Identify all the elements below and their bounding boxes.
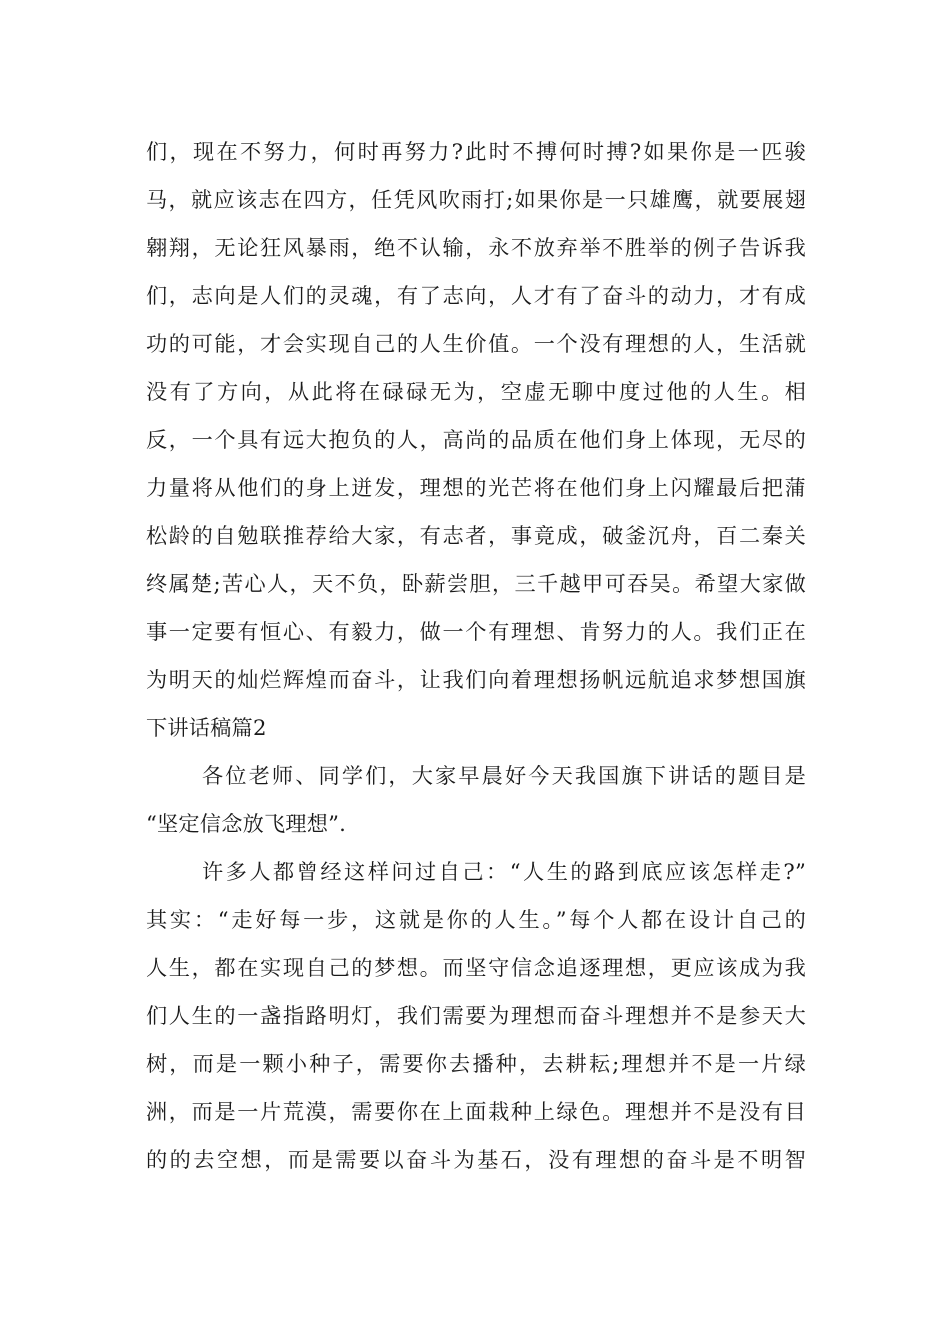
text-line: 树，而是一颗小种子，需要你去播种，去耕耘;理想并不是一片绿 xyxy=(146,1051,806,1076)
text-line: 功的可能，才会实现自己的人生价值。一个没有理想的人，生活就 xyxy=(146,331,806,356)
text-line: 马，就应该志在四方，任凭风吹雨打;如果你是一只雄鹰，就要展翅 xyxy=(146,187,806,212)
text-line: 翱翔，无论狂风暴雨，绝不认输，永不放弃举不胜举的例子告诉我 xyxy=(146,235,806,260)
text-line: 事一定要有恒心、有毅力，做一个有理想、肯努力的人。我们正在 xyxy=(146,619,806,644)
text-line: “坚定信念放飞理想”. xyxy=(146,811,347,836)
text-line: 终属楚;苦心人，天不负，卧薪尝胆，三千越甲可吞吴。希望大家做 xyxy=(146,571,806,596)
text-line: 下讲话稿篇2 xyxy=(146,715,267,740)
text-line: 们，志向是人们的灵魂，有了志向，人才有了奋斗的动力，才有成 xyxy=(146,283,806,308)
text-line: 洲，而是一片荒漠，需要你在上面栽种上绿色。理想并不是没有目 xyxy=(146,1099,806,1124)
text-line: 力量将从他们的身上迸发，理想的光芒将在他们身上闪耀最后把蒲 xyxy=(146,475,806,500)
text-line: 们人生的一盏指路明灯，我们需要为理想而奋斗理想并不是参天大 xyxy=(146,1003,806,1028)
text-line: 的的去空想，而是需要以奋斗为基石，没有理想的奋斗是不明智 xyxy=(146,1147,806,1172)
text-line: 没有了方向，从此将在碌碌无为，空虚无聊中度过他的人生。相 xyxy=(146,379,806,404)
text-line: 们，现在不努力，何时再努力?此时不搏何时搏?如果你是一匹骏 xyxy=(146,139,806,164)
text-line: 松龄的自勉联推荐给大家，有志者，事竟成，破釜沉舟，百二秦关 xyxy=(146,523,806,548)
text-line: 反，一个具有远大抱负的人，高尚的品质在他们身上体现，无尽的 xyxy=(146,427,806,452)
text-line: 人生，都在实现自己的梦想。而坚守信念追逐理想，更应该成为我 xyxy=(146,955,806,980)
text-line: 其实：“走好每一步，这就是你的人生。”每个人都在设计自己的 xyxy=(146,907,806,932)
paragraph-start-line: 各位老师、同学们，大家早晨好今天我国旗下讲话的题目是 xyxy=(202,763,806,788)
paragraph-start-line: 许多人都曾经这样问过自己：“人生的路到底应该怎样走?” xyxy=(202,859,806,884)
text-line: 为明天的灿烂辉煌而奋斗，让我们向着理想扬帆远航追求梦想国旗 xyxy=(146,667,806,692)
